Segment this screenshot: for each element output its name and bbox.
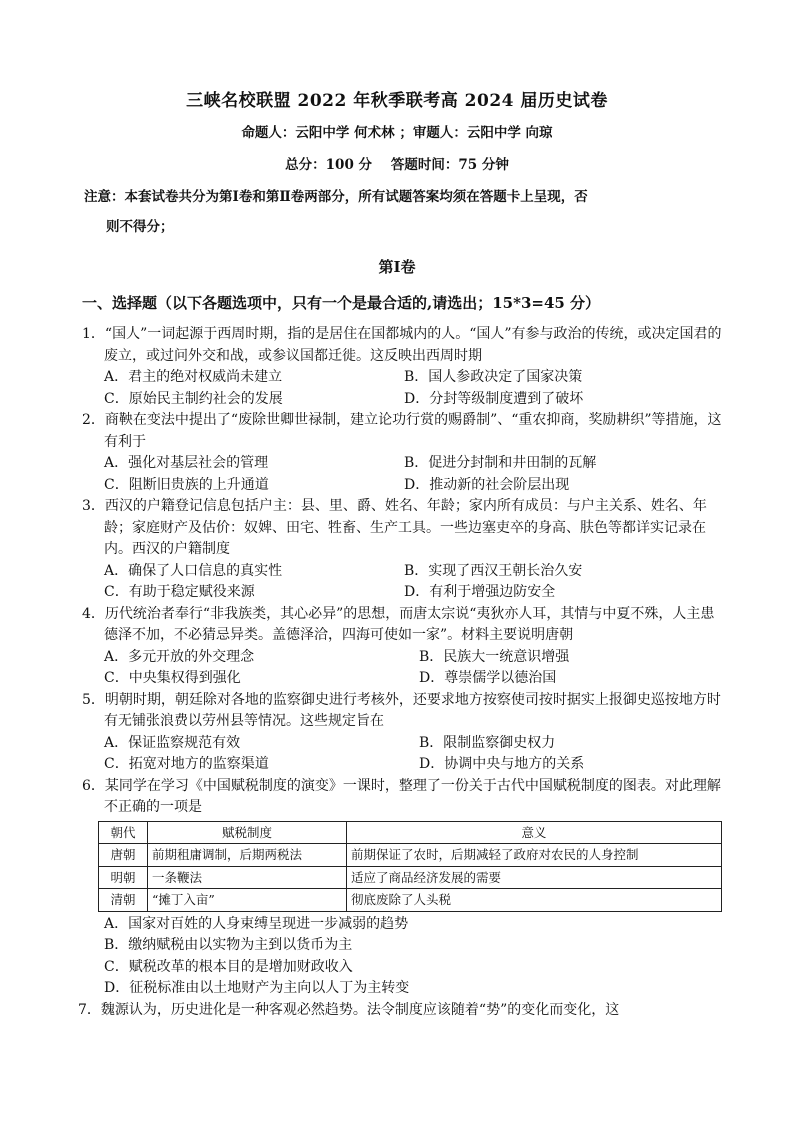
table-cell: 适应了商品经济发展的需要	[347, 866, 722, 889]
option-b: B．国人参政决定了国家决策	[404, 369, 583, 385]
question-stem: 5．明朝时期，朝廷除对各地的监察御史进行考核外，还要求地方按察使司按时据实上报御史巡按地方时有无铺张浪费以劳州县等情况。这些规定旨在	[82, 691, 721, 729]
question-stem: 4．历代统治者奉行“非我族类，其心必异”的思想，而唐太宗说“夷狄亦人耳，其情与中夏不殊，人主患德泽不加，不必猜忌异类。盖德泽洽，四海可使如一家”。材料主要说明唐朝	[82, 605, 715, 643]
option-b: B．实现了西汉王朝长治久安	[404, 562, 583, 579]
volume-heading: 第Ⅰ卷	[378, 258, 416, 276]
table-cell: 一条鞭法	[148, 866, 347, 889]
question-list	[78, 324, 722, 1021]
option-a: A．国家对百姓的人身束缚呈现进一步减弱的趋势	[104, 915, 409, 932]
option-c: C．赋税改革的根本目的是增加财政收入	[104, 958, 353, 975]
table-cell: 前期保证了农时，后期减轻了政府对农民的人身控制	[347, 844, 722, 867]
notice-line-2: 则不得分；	[106, 219, 174, 235]
table-cell: 明朝	[99, 866, 148, 889]
option-a: A．君主的绝对权威尚未建立	[104, 369, 283, 385]
table-header: 赋税制度	[148, 821, 347, 844]
option-b: B．限制监察御史权力	[419, 734, 556, 751]
option-d: D．推动新的社会阶层出现	[404, 476, 570, 493]
tax-system-table	[98, 821, 722, 912]
question-5	[82, 690, 722, 776]
table-cell: 前期租庸调制，后期两税法	[148, 844, 347, 867]
table-row	[99, 844, 722, 867]
exam-title: 三峡名校联盟 2022 年秋季联考高 2024 届历史试卷	[186, 91, 608, 111]
table-cell: 唐朝	[99, 844, 148, 867]
option-d: D．征税标准由以土地财产为主向以人丁为主转变	[104, 980, 410, 996]
option-c: C．有助于稳定赋役来源	[104, 584, 255, 600]
option-b: B．民族大一统意识增强	[419, 648, 570, 665]
option-d: D．有利于增强边防安全	[404, 584, 556, 600]
option-c: C．原始民主制约社会的发展	[104, 390, 283, 407]
question-4	[82, 604, 722, 690]
authors-line: 命题人：云阳中学 何术林 ；审题人：云阳中学 向琼	[241, 125, 553, 141]
exam-notice	[84, 182, 724, 242]
option-d: D．协调中央与地方的关系	[419, 756, 585, 772]
question-6	[82, 776, 722, 1000]
question-stem: 3．西汉的户籍登记信息包括户主：县、里、爵、姓名、年龄；家内所有成员：与户主关系、姓名、年龄；家庭财产及估价：奴婢、田宅、牲畜、生产工具。一些边塞吏卒的身高、肤色等都详实记录在内。西汉的户籍制度	[82, 498, 707, 557]
option-c: C．阻断旧贵族的上升通道	[104, 476, 269, 493]
option-a: A．保证监察规范有效	[104, 734, 241, 751]
notice-line-1: 注意：本套试卷共分为第Ⅰ卷和第Ⅱ卷两部分，所有试题答案均须在答题卡上呈现，否	[84, 189, 588, 205]
table-cell: 清朝	[99, 889, 148, 912]
option-d: D．尊崇儒学以德治国	[419, 670, 557, 686]
section-heading: 一、选择题（以下各题选项中，只有一个是最合适的,请选出；15*3=45 分）	[82, 294, 601, 312]
table-cell: “摊丁入亩”	[148, 889, 347, 912]
table-cell: 彻底废除了人头税	[347, 889, 722, 912]
question-stem: 2．商鞅在变法中提出了“废除世卿世禄制，建立论功行赏的赐爵制”、“重农抑商，奖励耕织”等措施，这有利于	[82, 412, 722, 450]
question-3	[82, 496, 722, 604]
option-d: D．分封等级制度遭到了破坏	[404, 390, 584, 407]
option-a: A．确保了人口信息的真实性	[104, 562, 283, 579]
option-b: B．缴纳赋税由以实物为主到以货币为主	[104, 937, 353, 953]
option-c: C．拓宽对地方的监察渠道	[104, 756, 269, 772]
table-header: 意义	[347, 821, 722, 844]
question-stem: 1．“国人”一词起源于西周时期，指的是居住在国都城内的人。“国人”有参与政治的传统，或决定国君的废立，或过问外交和战，或参议国都迁徙。这反映出西周时期	[82, 326, 722, 364]
table-row	[99, 866, 722, 889]
option-c: C．中央集权得到强化	[104, 670, 241, 686]
option-a: A．强化对基层社会的管理	[104, 455, 269, 471]
question-2	[82, 410, 722, 496]
option-b: B．促进分封制和井田制的瓦解	[404, 455, 597, 471]
question-7	[78, 1000, 722, 1022]
score-time-line: 总分：100 分 答题时间：75 分钟	[285, 157, 509, 173]
table-header-row	[99, 821, 722, 844]
question-stem: 6．某同学在学习《中国赋税制度的演变》一课时，整理了一份关于古代中国赋税制度的图表。对此理解不正确的一项是	[82, 777, 721, 815]
table-header: 朝代	[99, 821, 148, 844]
table-row	[99, 889, 722, 912]
question-stem: 7．魏源认为，历史进化是一种客观必然趋势。法令制度应该随着“势”的变化而变化，这	[78, 1001, 620, 1018]
option-a: A．多元开放的外交理念	[104, 648, 255, 665]
question-1	[82, 324, 722, 410]
